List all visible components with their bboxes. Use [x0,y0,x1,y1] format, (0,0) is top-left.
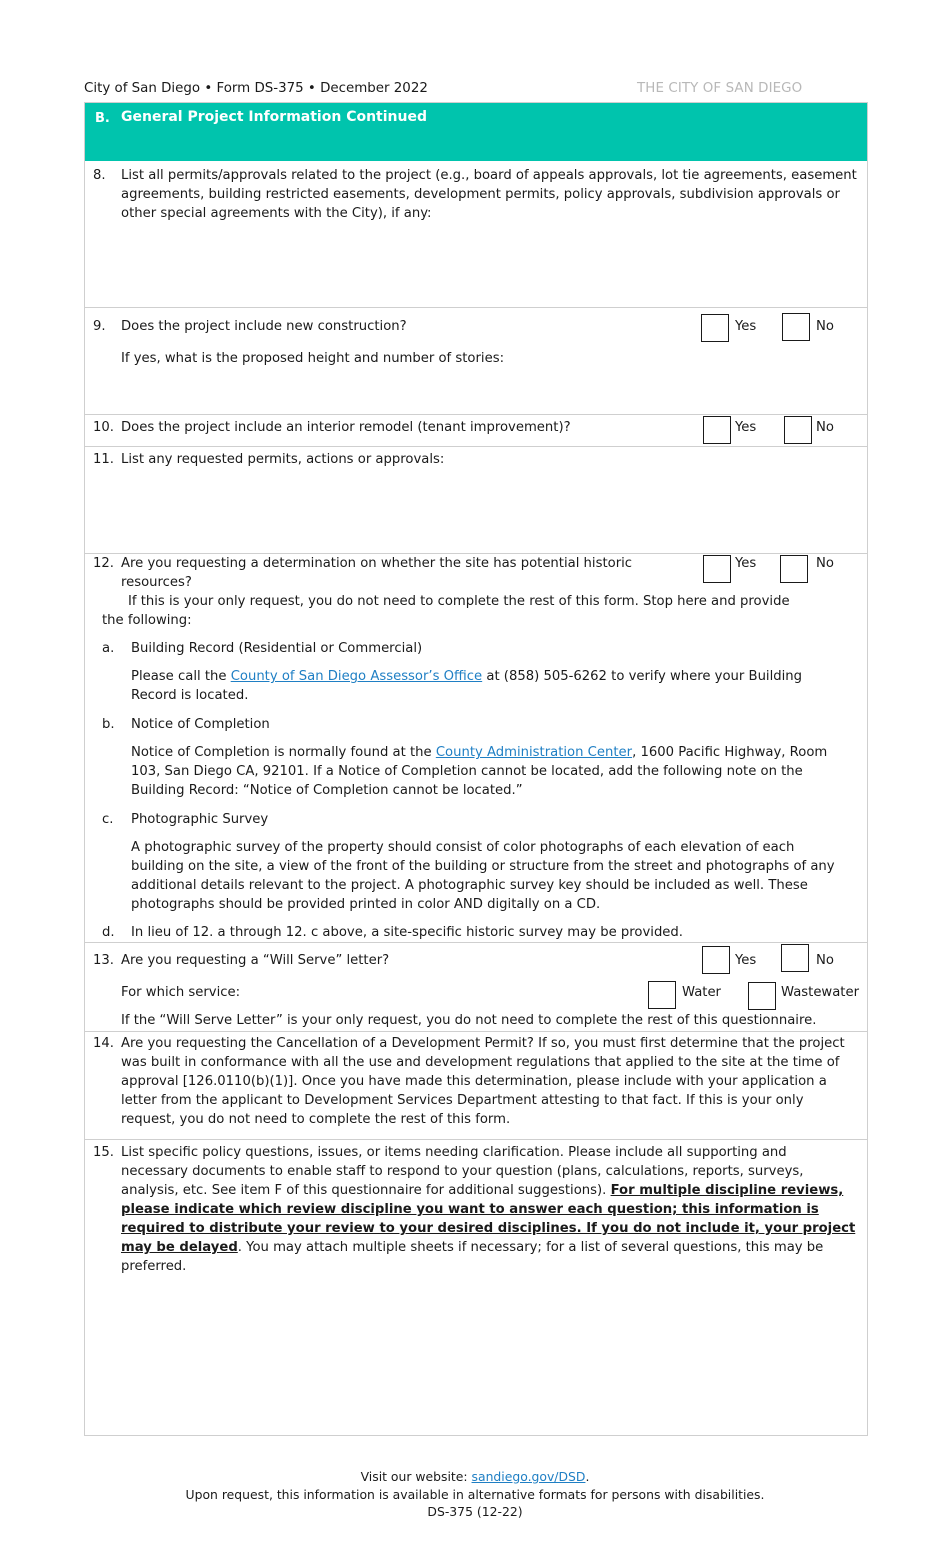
question-14 [85,1031,867,1139]
question-9 [85,307,867,414]
wastewater-checkbox[interactable] [748,982,776,1010]
no-checkbox[interactable] [780,555,808,583]
yes-checkbox[interactable] [702,946,730,974]
no-label: No [816,420,834,435]
no-label: No [816,319,834,334]
question-number: 9. [93,319,106,334]
yes-checkbox[interactable] [703,555,731,583]
footer-website [0,1468,950,1485]
item-title: Photographic Survey [131,812,269,827]
item-body [131,667,847,705]
form-container [84,102,868,1436]
question-13 [85,942,867,1031]
form-header-id: City of San Diego • Form DS-375 • December 2022 [84,81,428,96]
city-logo-text: THE CITY OF SAN DIEGO [637,81,803,96]
section-letter: B. [95,111,110,126]
question-number: 15. [93,1145,114,1160]
item-title: Building Record (Residential or Commercial) [131,641,423,656]
item-body-text: , 1600 Pacific Highway, Room 103, San Diego CA, 92101. If a Notice of Completion cannot be located, add the following note on the Building Record: “Notice of Completion cannot be located.” [131,745,828,798]
water-checkbox[interactable] [648,981,676,1009]
yes-label: Yes [735,420,757,435]
question-11 [85,446,867,553]
footer-accessibility: Upon request, this information is available in alternative formats for persons with disabilities. [185,1487,765,1502]
question-text: List all permits/approvals related to the project (e.g., board of appeals approvals, lot tie agreements, easement agreements, building restricted easements, development permits, policy approvals, subdivision approvals or other special agreements with the City), if any: [121,168,857,221]
question-text-part: . You may attach multiple sheets if necessary; for a list of several questions, this may be preferred. [121,1240,824,1274]
water-label: Water [682,985,721,1000]
yes-checkbox[interactable] [703,416,731,444]
no-label: No [816,953,834,968]
no-checkbox[interactable] [782,313,810,341]
question-subtext: If yes, what is the proposed height and number of stories: [121,351,505,366]
item-letter: a. [102,641,115,656]
question-number: 13. [93,953,114,968]
question-text: Are you requesting a determination on whether the site has potential historic resources? [121,556,633,590]
item-body: In lieu of 12. a through 12. c above, a site-specific historic survey may be provided. [131,925,683,940]
no-label: No [816,556,834,571]
item-body-text: at (858) 505-6262 to verify where your Building Record is located. [131,669,803,703]
yes-label: Yes [735,953,757,968]
question-number: 12. [93,556,114,571]
question-text: Are you requesting the Cancellation of a Development Permit? If so, you must first determine that the project was built in conformance with all the use and development regulations that applied to the site at the time of approval [126.0110(b)(1)]. Once you have made this determination, please include with your application a letter from the applicant to Development Services Department attesting to that fact. If this is your only request, you do not need to complete the rest of this form. [121,1036,845,1127]
question-12 [85,553,867,942]
yes-label: Yes [735,319,757,334]
assessor-office-link[interactable]: County of San Diego Assessor’s Office [230,669,483,684]
section-title: General Project Information Continued [121,109,427,125]
item-letter: d. [102,925,115,940]
question-text: List any requested permits, actions or approvals: [121,452,445,467]
question-15 [85,1139,867,1436]
question-text-part: List specific policy questions, issues, or items needing clarification. Please include all supporting and necessary documents to enable staff to respond to your question (plans, calculations, reports, surveys, analysis, etc. See item F of this questionnaire for additional suggestions). [121,1145,804,1198]
service-prompt: For which service: [121,985,241,1000]
item-body-text: Please call the [131,669,231,684]
question-text [121,1143,857,1276]
item-letter: c. [102,812,114,827]
item-body [131,743,849,800]
question-number: 8. [93,168,106,183]
no-checkbox[interactable] [784,416,812,444]
county-admin-center-link[interactable]: County Administration Center [435,745,633,760]
question-10 [85,414,867,446]
item-title: Notice of Completion [131,717,270,732]
item-body: A photographic survey of the property should consist of color photographs of each elevation of each building on the site, a view of the front of the building or structure from the street and photographs of any additional details relevant to the project. A photographic survey key should be included as well. These photographs should be provided printed in color AND digitally on a CD. [131,840,835,912]
item-letter: b. [102,717,115,732]
item-body-text: Notice of Completion is normally found at the [131,745,436,760]
footer-visit-text: Visit our website: [360,1469,472,1484]
wastewater-label: Wastewater [781,985,860,1000]
question-text: Does the project include new construction? [121,319,407,334]
website-link[interactable]: sandiego.gov/DSD [471,1469,586,1484]
will-serve-note: If the “Will Serve Letter” is your only request, you do not need to complete the rest of this questionnaire. [121,1013,817,1028]
footer-period: . [585,1469,590,1484]
question-text: Does the project include an interior remodel (tenant improvement)? [121,420,571,435]
section-header [85,103,867,161]
no-checkbox[interactable] [781,944,809,972]
question-number: 14. [93,1036,114,1051]
question-text: Are you requesting a “Will Serve” letter? [121,953,390,968]
yes-checkbox[interactable] [701,314,729,342]
yes-label: Yes [735,556,757,571]
historic-intro: If this is your only request, you do not need to complete the rest of this form. Stop here and provide the following: [102,594,790,628]
question-8 [85,161,867,307]
footer-form-code: DS-375 (12-22) [427,1504,523,1519]
discipline-instruction: For multiple discipline reviews, please indicate which review discipline you want to answer each question; this information is required to distribute your review to your desired disciplines. If you do not include it, your project may be delayed [121,1183,856,1255]
question-number: 11. [93,452,114,467]
question-number: 10. [93,420,114,435]
